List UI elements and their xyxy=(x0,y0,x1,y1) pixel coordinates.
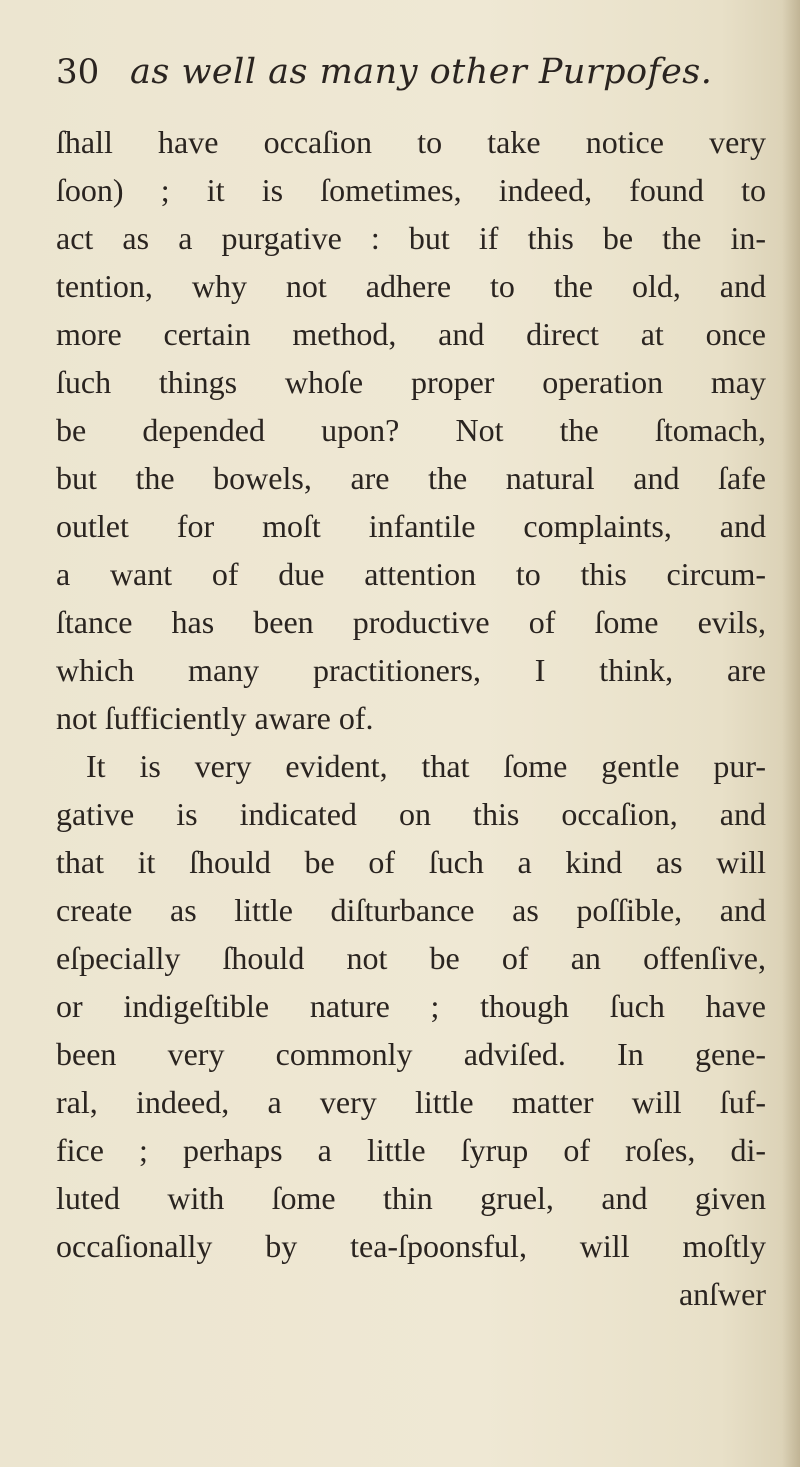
text-line: create as little diſturbance as poſſible, and xyxy=(56,892,766,928)
page-header xyxy=(56,52,756,102)
paragraph-start-line: It is very evident, that ſome gentle pur- xyxy=(86,748,766,784)
page-edge-shadow xyxy=(782,0,800,1467)
text-line: that it ſhould be of ſuch a kind as will xyxy=(56,844,766,880)
text-line: ſoon) ; it is ſometimes, indeed, found to xyxy=(56,172,766,208)
text-line: but the bowels, are the natural and ſafe xyxy=(56,460,766,496)
catchword: anſwer xyxy=(678,1276,766,1312)
text-line: act as a purgative : but if this be the in- xyxy=(56,220,766,256)
text-line: tention, why not adhere to the old, and xyxy=(56,268,766,304)
page-number: 30 xyxy=(56,52,100,92)
body-text xyxy=(56,118,766,1318)
text-line: ſuch things whoſe proper operation may xyxy=(56,364,766,400)
text-line: eſpecially ſhould not be of an offenſive, xyxy=(56,940,766,976)
text-line: ſtance has been productive of ſome evils, xyxy=(56,604,766,640)
text-line: be depended upon? Not the ſtomach, xyxy=(56,412,766,448)
text-line: a want of due attention to this circum- xyxy=(56,556,766,592)
text-line: more certain method, and direct at once xyxy=(56,316,766,352)
text-line: gative is indicated on this occaſion, and xyxy=(56,796,766,832)
text-line: ſhall have occaſion to take notice very xyxy=(56,124,766,160)
text-line: occaſionally by tea-ſpoonsful, will moſtly xyxy=(56,1228,766,1264)
running-title: as well as many other Purpofes. xyxy=(130,52,713,92)
text-line: luted with ſome thin gruel, and given xyxy=(56,1180,766,1216)
text-line: which many practitioners, I think, are xyxy=(56,652,766,688)
text-line: fice ; perhaps a little ſyrup of roſes, di- xyxy=(56,1132,766,1168)
text-line: been very commonly adviſed. In gene- xyxy=(56,1036,766,1072)
text-line: or indigeſtible nature ; though ſuch have xyxy=(56,988,766,1024)
text-line: outlet for moſt infantile complaints, and xyxy=(56,508,766,544)
text-line: ral, indeed, a very little matter will ſuf- xyxy=(56,1084,766,1120)
text-line: not ſufficiently aware of. xyxy=(56,700,374,736)
